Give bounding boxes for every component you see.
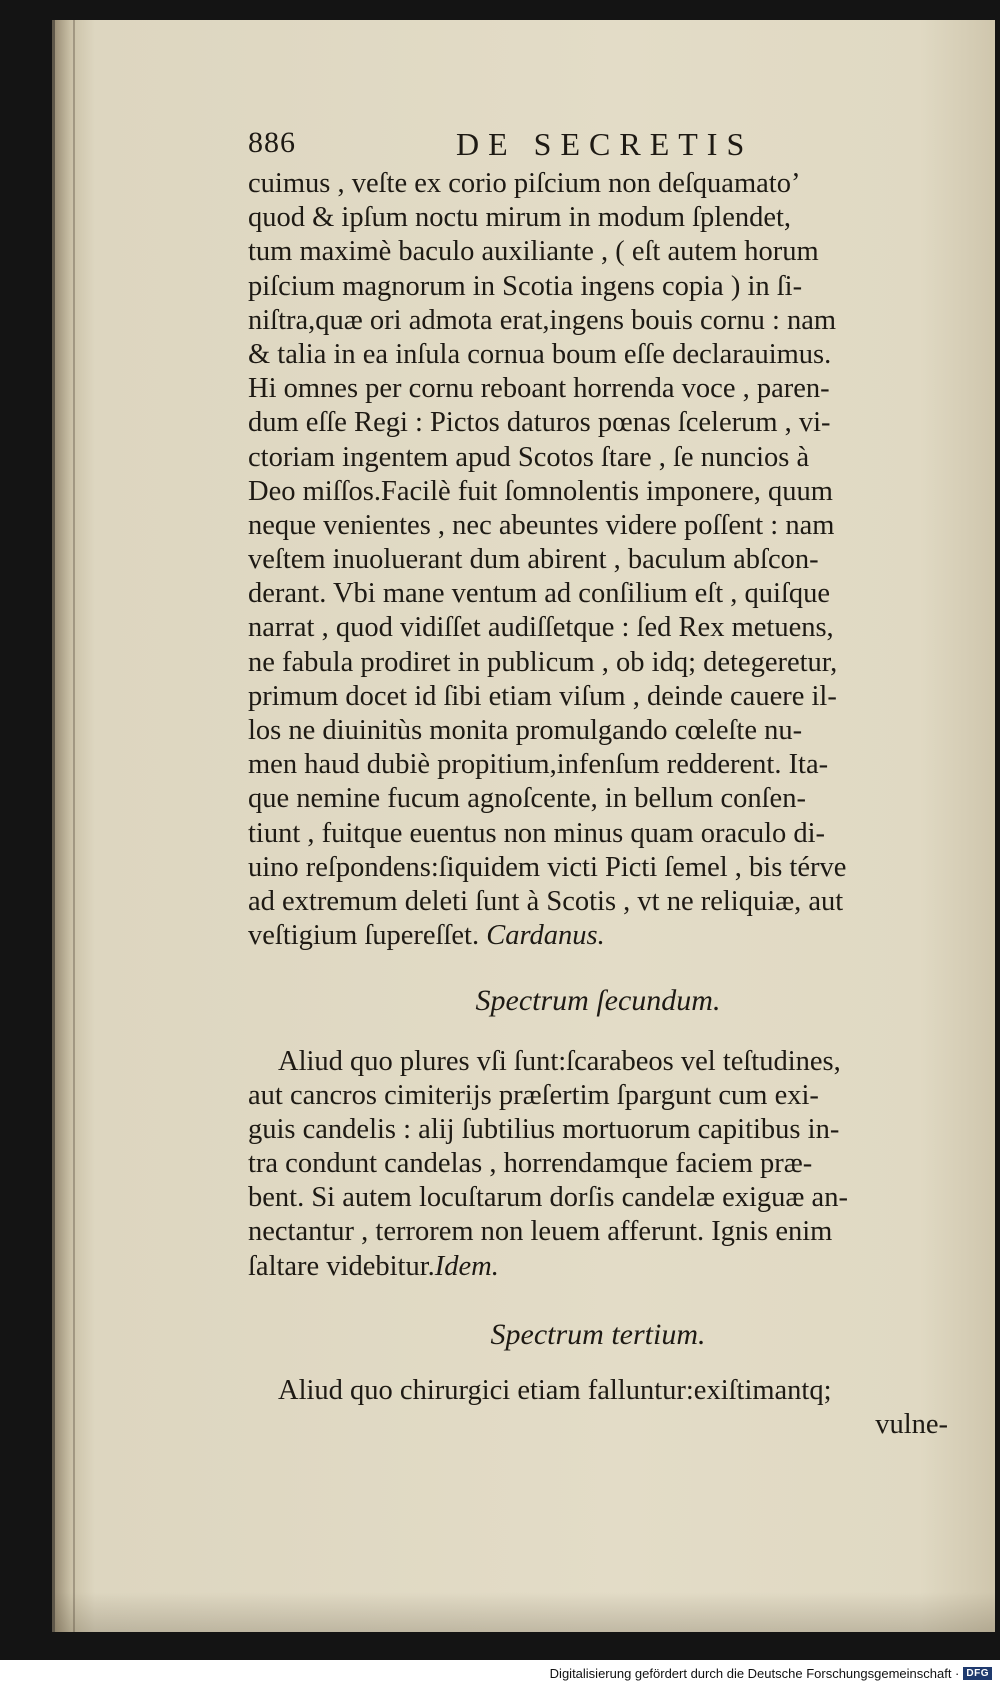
text-line: bent. Si autem locuſtarum dorſis candelæ exiguæ an- <box>248 1182 848 1214</box>
text-line: los ne diuinitùs monita promulgando cœleſte nu- <box>248 715 803 746</box>
last-line-text: ſaltare videbitur. <box>248 1250 435 1282</box>
page-number: 886 <box>248 126 296 159</box>
page-shade <box>55 1592 995 1632</box>
paragraph-3 <box>248 1374 948 1442</box>
spacer <box>248 1019 948 1045</box>
text-line: tum maximè baculo auxiliante , ( eſt autem horum <box>248 236 819 268</box>
page-gutter <box>73 20 75 1632</box>
text-line: Hi omnes per cornu reboant horrenda voce , paren- <box>248 373 830 405</box>
text-line: piſcium magnorum in Scotia ingens copia ) in ſi- <box>248 270 803 302</box>
text-line: ctoriam ingentem apud Scotos ſtare , ſe nuncios à <box>248 441 810 473</box>
text-line: Aliud quo chirurgici etiam falluntur:exiſtimantq; <box>278 1375 832 1406</box>
text-line: neque venientes , nec abeuntes videre poſſent : nam <box>248 509 835 541</box>
dfg-logo: DFG <box>963 1667 992 1680</box>
text-line: guis candelis : alij ſubtilius mortuorum capitibus in- <box>248 1113 840 1145</box>
text-line: cuimus , veſte ex corio piſcium non deſquamato’ <box>248 168 801 199</box>
text-line: derant. Vbi mane ventum ad conſilium eſt , quiſque <box>248 578 831 610</box>
text-line: narrat , quod vidiſſet audiſſetque : ſed Rex metuens, <box>248 612 834 644</box>
section-heading-secundum: Spectrum ſecundum. <box>475 984 721 1018</box>
spacer <box>248 1284 948 1318</box>
paragraph-2 <box>248 1045 948 1284</box>
text-line: & talia in ea inſula cornua boum eſſe declarauimus. <box>248 338 832 370</box>
text-line: nectantur , terrorem non leuem afferunt. Ignis enim <box>248 1216 833 1248</box>
text-line: dum eſſe Regi : Pictos daturos pœnas ſcelerum , vi- <box>248 407 831 439</box>
spacer <box>248 1352 948 1374</box>
text-line: quod & ipſum noctu mirum in modum ſplendet, <box>248 202 792 234</box>
text-line: tra condunt candelas , horrendamque faciem præ- <box>248 1148 813 1180</box>
page-header <box>248 126 948 166</box>
text-line: ne fabula prodiret in publicum , ob idq; detegeretur, <box>248 646 838 678</box>
text-line: Aliud quo plures vſi ſunt:ſcarabeos vel teſtudines, <box>278 1045 841 1077</box>
author-citation: Idem. <box>434 1250 499 1282</box>
spacer <box>248 953 948 984</box>
text-line: men haud dubiè propitium,infenſum redderent. Ita- <box>248 749 829 781</box>
digitization-footer <box>550 1666 992 1681</box>
text-line: uino reſpondens:ſiquidem victi Picti ſemel , bis térve <box>248 851 847 883</box>
section-heading-tertium: Spectrum tertium. <box>490 1317 706 1351</box>
paragraph-1 <box>248 167 948 953</box>
text-line: ad extremum deleti ſunt à Scotis , vt ne reliquiæ, aut <box>248 885 844 917</box>
author-citation: Cardanus. <box>486 920 605 952</box>
running-title: DE SECRETIS <box>456 126 754 162</box>
text-line: Deo miſſos.Facilè fuit ſomnolentis imponere, quum <box>248 475 833 507</box>
text-line-last <box>248 919 948 953</box>
last-line-text: veſtigium ſupereſſet. <box>248 920 480 952</box>
text-line: primum docet id ſibi etiam viſum , deinde cauere il- <box>248 680 837 712</box>
body-text <box>248 167 948 1442</box>
footer-text: Digitalisierung gefördert durch die Deutsche Forschungsgemeinschaft · <box>549 1666 960 1681</box>
text-line: tiunt , fuitque euentus non minus quam oraculo di- <box>248 817 826 849</box>
text-line: niſtra,quæ ori admota erat,ingens bouis cornu : nam <box>248 304 837 336</box>
text-line-last <box>248 1250 948 1284</box>
text-line: aut cancros cimiterijs præſertim ſpargunt cum exi- <box>248 1079 819 1111</box>
catchword: vulne- <box>875 1409 948 1441</box>
text-line: veſtem inuoluerant dum abirent , baculum abſcon- <box>248 544 819 576</box>
text-line: que nemine fucum agnoſcente, in bellum conſen- <box>248 783 806 815</box>
